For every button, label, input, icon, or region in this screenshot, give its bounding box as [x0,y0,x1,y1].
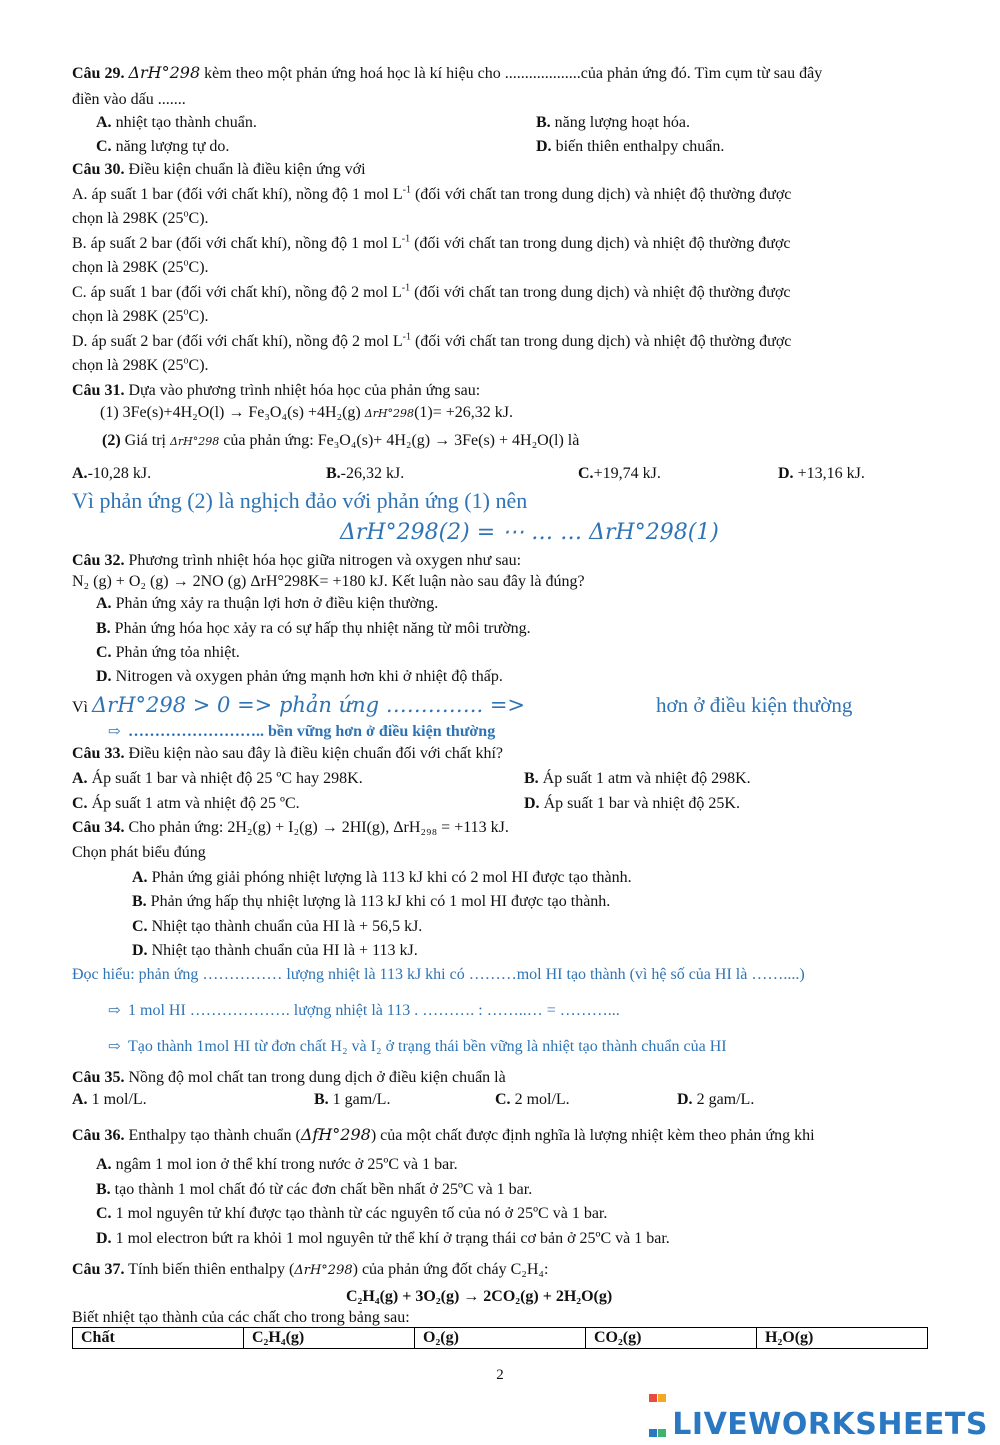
q29-option-b[interactable]: B. năng lượng hoạt hóa. [536,114,690,131]
q36-option-a[interactable]: A. ngâm 1 mol ion ở thể khí trong nước ở 25ºC và 1 bar. [96,1156,458,1173]
arrow-right-icon: ⇨ [108,724,121,740]
q34-note2: ⇨ 1 mol HI ………………. lượng nhiệt là 113 . ………. : ……..… = ………... [108,1002,620,1019]
q30-option-d[interactable]: D. áp suất 2 bar (đối với chất khí), nồng độ 2 mol $L^{-1}$ (đối với chất tan trong dung dịch) và nhiệt độ thường được [72,331,792,350]
q34-stem2: Chọn phát biểu đúng [72,844,206,861]
q29-line2: điền vào dấu ....... [72,91,186,108]
liveworksheets-logo[interactable] [649,1375,988,1442]
q30-option-c-cont: chọn là 298K (25$^o$C). [72,306,209,325]
q31-eq2: (2) Giá trị ΔrH°298 của phản ứng: Fe₃O₄(s)+ 4H₂(g) → 3Fe(s) + 4H₂O(l) là [102,432,580,449]
q32-eq: N₂ (g) + O₂ (g) → 2NO (g) ΔrH°298K= +180 kJ. Kết luận nào sau đây là đúng? [72,573,585,590]
q29-symbol: ΔrH°298 [128,63,201,82]
q36-option-c[interactable]: C. 1 mol nguyên tử khí được tạo thành từ các nguyên tố của nó ở 25ºC và 1 bar. [96,1205,608,1222]
q37-table [72,1327,928,1349]
q37-stem: Câu 37. Tính biến thiên enthalpy (ΔrH°298) của phản ứng đốt cháy C₂H₄: [72,1261,549,1278]
q33-option-b[interactable]: B. Áp suất 1 atm và nhiệt độ 298K. [524,770,751,787]
page-number: 2 [496,1367,504,1383]
q29-option-d[interactable]: D. biến thiên enthalpy chuẩn. [536,138,725,155]
q29-text1: kèm theo một phản ứng hoá học là kí hiệu cho ...................của phản ứng đó. Tìm cụm từ sau đây [204,65,823,82]
liveworksheets-logo-icon [649,1375,669,1401]
table-header-cell: O₂(g) [415,1328,586,1349]
q34-option-a[interactable]: A. Phản ứng giải phóng nhiệt lượng là 113 kJ khi có 2 mol HI được tạo thành. [132,869,632,886]
q34-option-b[interactable]: B. Phản ứng hấp thụ nhiệt lượng là 113 kJ khi có 1 mol HI được tạo thành. [132,893,611,910]
q32-option-c[interactable]: C. Phản ứng tỏa nhiệt. [96,644,240,661]
q30-option-a-cont: chọn là 298K (25$^o$C). [72,208,209,227]
q30-option-c[interactable]: C. áp suất 1 bar (đối với chất khí), nồng độ 2 mol $L^{-1}$ (đối với chất tan trong dung dịch) và nhiệt độ thường được [72,282,791,301]
q31-stem: Câu 31. Dựa vào phương trình nhiệt hóa học của phản ứng sau: [72,382,481,399]
q33-option-d[interactable]: D. Áp suất 1 bar và nhiệt độ 25K. [524,795,740,812]
q35-option-d[interactable]: D. 2 gam/L. [677,1091,755,1108]
q33-option-c[interactable]: C. Áp suất 1 atm và nhiệt độ 25 ºC. [72,795,300,812]
q37-symbol: ΔrH°298 [294,1263,353,1278]
q36-option-d[interactable]: D. 1 mol electron bứt ra khỏi 1 mol nguyên tử thể khí ở trạng thái cơ bản ở 25ºC và 1 bar. [96,1230,670,1247]
table-header-cell: CO₂(g) [586,1328,757,1349]
q36-option-b[interactable]: B. tạo thành 1 mol chất đó từ các đơn chất bền nhất ở 25ºC và 1 bar. [96,1181,533,1198]
q35-option-a[interactable]: A. 1 mol/L. [72,1091,147,1108]
q29-option-c[interactable]: C. năng lượng tự do. [96,138,230,155]
table-row [73,1328,928,1349]
table-header-cell: H₂O(g) [757,1328,928,1349]
arrow-right-icon: ⇨ [108,1039,121,1055]
q35-stem: Câu 35. Nồng độ mol chất tan trong dung dịch ở điều kiện chuẩn là [72,1069,506,1086]
arrow-right-icon: ⇨ [108,1003,121,1019]
q33-option-a[interactable]: A. Áp suất 1 bar và nhiệt độ 25 ºC hay 298K. [72,770,363,787]
q31-option-c[interactable]: C.+19,74 kJ. [578,465,661,482]
q30-stem: Câu 30. Điều kiện chuẩn là điều kiện ứng với [72,161,366,178]
q29-label: Câu 29. [72,65,125,82]
q36-symbol: ΔfH°298 [300,1125,371,1144]
q31-option-d[interactable]: D. +13,16 kJ. [778,465,865,482]
q32-note2: ⇨ …………………….. bền vững hơn ở điều kiện thường [108,723,496,740]
q30-option-d-cont: chọn là 298K (25$^o$C). [72,355,209,374]
q37-equation: C₂H₄(g) + 3O₂(g) → 2CO₂(g) + 2H₂O(g) [346,1288,613,1305]
table-header-cell: C₂H₄(g) [244,1328,415,1349]
q32-option-d[interactable]: D. Nitrogen và oxygen phản ứng mạnh hơn khi ở nhiệt độ thấp. [96,668,503,685]
q32-option-b[interactable]: B. Phản ứng hóa học xảy ra có sự hấp thụ nhiệt năng từ môi trường. [96,620,531,637]
q32-note: Vì ΔrH°298 > 0 => phản ứng ………….. => [72,693,526,717]
q29-line1 [72,63,822,84]
q30-option-b-cont: chọn là 298K (25$^o$C). [72,257,209,276]
q31-option-b[interactable]: B.-26,32 kJ. [326,465,405,482]
q36-stem: Câu 36. Enthalpy tạo thành chuẩn (ΔfH°298) của một chất được định nghĩa là lượng nhiệt kèm theo phản ứng khi [72,1125,815,1144]
q33-stem: Câu 33. Điều kiện nào sau đây là điều kiện chuẩn đối với chất khí? [72,745,504,762]
q31-eq1: (1) 3Fe(s)+4H₂O(l) → Fe₃O₄(s) +4H₂(g) ΔrH°298(1)= +26,32 kJ. [100,404,513,421]
q34-option-d[interactable]: D. Nhiệt tạo thành chuẩn của HI là + 113 kJ. [132,942,418,959]
q31-note1: Vì phản ứng (2) là nghịch đảo với phản ứng (1) nên [72,488,528,513]
q30-option-a[interactable]: A. áp suất 1 bar (đối với chất khí), nồng độ 1 mol $L^{-1}$ (đối với chất tan trong dung dịch) và nhiệt độ thường được [72,184,792,203]
q37-table-intro: Biết nhiệt tạo thành của các chất cho trong bảng sau: [72,1309,410,1326]
q32-note-right: hơn ở điều kiện thường [656,693,853,717]
table-header-cell: Chất [73,1328,244,1349]
q34-stem: Câu 34. Cho phản ứng: 2H₂(g) + I₂(g) → 2HI(g), ΔrH₂₉₈ = +113 kJ. [72,819,509,836]
q32-stem: Câu 32. Phương trình nhiệt hóa học giữa nitrogen và oxygen như sau: [72,552,522,569]
q31-options [72,464,932,484]
q32-option-a[interactable]: A. Phản ứng xảy ra thuận lợi hơn ở điều kiện thường. [96,595,439,612]
q30-option-b[interactable]: B. áp suất 2 bar (đối với chất khí), nồng độ 1 mol $L^{-1}$ (đối với chất tan trong dung dịch) và nhiệt độ thường được [72,233,791,252]
q31-note2: ΔrH°298(2) = ⋯ … … ΔrH°298(1) [340,520,719,545]
q29-option-a[interactable]: A. nhiệt tạo thành chuẩn. [96,114,257,131]
q34-note1: Đọc hiểu: phản ứng …………… lượng nhiệt là 113 kJ khi có ………mol HI tạo thành (vì hệ số của HI là ……....) [72,966,805,983]
q31-option-a[interactable]: A.-10,28 kJ. [72,465,152,482]
q34-note3: ⇨ Tạo thành 1mol HI từ đơn chất H₂ và I₂ ở trạng thái bền vững là nhiệt tạo thành chuẩn của HI [108,1038,727,1055]
brand-text: LIVEWORKSHEETS [672,1407,988,1442]
q35-option-c[interactable]: C. 2 mol/L. [495,1091,570,1108]
q35-option-b[interactable]: B. 1 gam/L. [314,1091,391,1108]
q34-option-c[interactable]: C. Nhiệt tạo thành chuẩn của HI là + 56,5 kJ. [132,918,423,935]
